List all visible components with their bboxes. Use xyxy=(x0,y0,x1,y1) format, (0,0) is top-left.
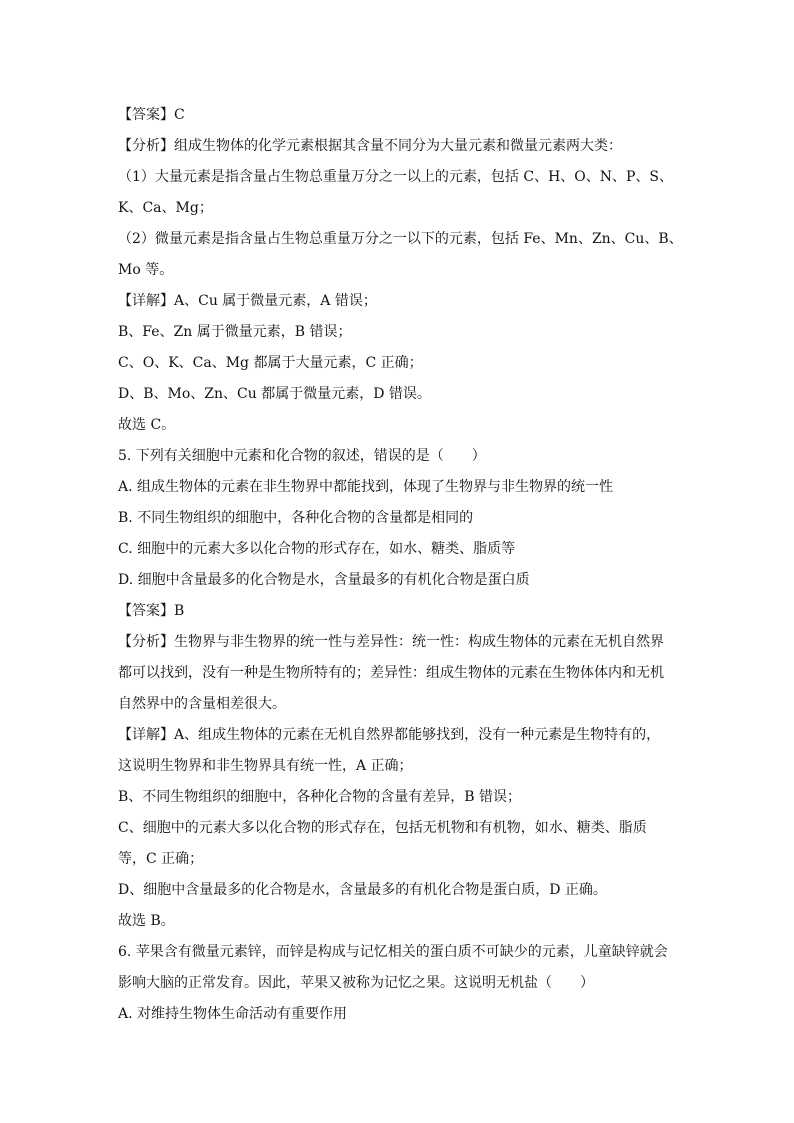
analysis-text: 组成生物体的化学元素根据其含量不同分为大量元素和微量元素两大类： xyxy=(174,138,622,154)
q5-option-c: C. 细胞中的元素大多以化合物的形式存在，如水、糖类、脂质等 xyxy=(118,541,516,557)
q5-choose-line: 故选 B。 xyxy=(118,913,175,929)
detail-tag: 【详解】 xyxy=(118,727,174,743)
answer-tag: 【答案】 xyxy=(118,107,174,123)
q6-stem-line-2: 影响大脑的正常发育。因此，苹果又被称为记忆之果。这说明无机盐（ ） xyxy=(118,975,594,991)
q5-detail-line-1 xyxy=(118,720,678,751)
detail-tag: 【详解】 xyxy=(118,293,174,309)
q4-detail-line-1 xyxy=(118,286,678,317)
q5-stem: 5. 下列有关细胞中元素和化合物的叙述，错误的是（ ） xyxy=(118,448,486,464)
q4-analysis-line-4: （2）微量元素是指含量占生物总重量万分之一以下的元素，包括 Fe、Mn、Zn、Cu、B、 xyxy=(118,231,683,247)
analysis-text: 生物界与非生物界的统一性与差异性：统一性：构成生物体的元素在无机自然界 xyxy=(174,634,664,650)
q5-answer-line xyxy=(118,596,678,627)
document-page xyxy=(118,100,683,1030)
q4-analysis-line-1 xyxy=(118,131,678,162)
q5-detail-line-3: B、不同生物组织的细胞中，各种化合物的含量有差异，B 错误； xyxy=(118,789,522,805)
q5-detail-line-5: 等，C 正确； xyxy=(118,851,204,867)
detail-text: A、Cu 属于微量元素，A 错误； xyxy=(174,293,377,309)
q4-answer-line xyxy=(118,100,678,131)
q4-analysis-line-3: K、Ca、Mg； xyxy=(118,200,213,216)
q4-detail-line-4: D、B、Mo、Zn、Cu 都属于微量元素，D 错误。 xyxy=(118,386,431,402)
answer-value: C xyxy=(174,107,185,123)
q5-option-d: D. 细胞中含量最多的化合物是水，含量最多的有机化合物是蛋白质 xyxy=(118,572,530,588)
detail-text: A、组成生物体的元素在无机自然界都能够找到，没有一种元素是生物特有的， xyxy=(174,727,661,743)
q5-option-a: A. 组成生物体的元素在非生物界中都能找到，体现了生物界与非生物界的统一性 xyxy=(118,479,614,495)
q5-detail-line-2: 这说明生物界和非生物界具有统一性，A 正确； xyxy=(118,758,413,774)
q5-analysis-line-1 xyxy=(118,627,678,658)
q6-option-a: A. 对维持生物体生命活动有重要作用 xyxy=(118,1006,348,1022)
answer-value: B xyxy=(174,603,185,619)
q4-analysis-line-5: Mo 等。 xyxy=(118,262,174,278)
q4-choose-line: 故选 C。 xyxy=(118,417,176,433)
q4-detail-line-3: C、O、K、Ca、Mg 都属于大量元素，C 正确； xyxy=(118,355,423,371)
q5-detail-line-4: C、细胞中的元素大多以化合物的形式存在，包括无机物和有机物，如水、糖类、脂质 xyxy=(118,820,647,836)
q5-analysis-line-3: 自然界中的含量相差很大。 xyxy=(118,696,286,712)
q5-option-b: B. 不同生物组织的细胞中，各种化合物的含量都是相同的 xyxy=(118,510,474,526)
analysis-tag: 【分析】 xyxy=(118,138,174,154)
q4-detail-line-2: B、Fe、Zn 属于微量元素，B 错误； xyxy=(118,324,352,340)
analysis-tag: 【分析】 xyxy=(118,634,174,650)
q5-analysis-line-2: 都可以找到，没有一种是生物所特有的；差异性：组成生物体的元素在生物体体内和无机 xyxy=(118,665,664,681)
answer-tag: 【答案】 xyxy=(118,603,174,619)
q6-stem-line-1: 6. 苹果含有微量元素锌，而锌是构成与记忆相关的蛋白质不可缺少的元素，儿童缺锌就会 xyxy=(118,944,668,960)
q4-analysis-line-2: （1）大量元素是指含量占生物总重量万分之一以上的元素，包括 C、H、O、N、P、S、 xyxy=(118,169,674,185)
q5-detail-line-6: D、细胞中含量最多的化合物是水，含量最多的有机化合物是蛋白质，D 正确。 xyxy=(118,882,607,898)
